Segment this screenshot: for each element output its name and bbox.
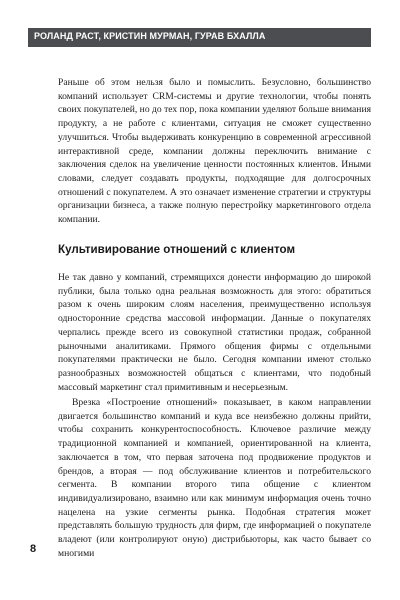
- paragraph-history: Не так давно у компаний, стремящихся донести информацию до широкой публики, была только одна реальная возможность для этого: обратиться разом к очень широким слоям населения, преимущественно используя односторонние средства массовой информации. Данные о покупателях черпались прежде всего из совокупной статистики продаж, собранной рыночными аналитиками. Прямого общения фирмы с отдельными покупателями практически не было. Сегодня компании имеют столько разнообразных возможностей общаться с клиентами, что подобный массовый маркетинг стал примитивным и несерьезным.: [58, 272, 371, 393]
- paragraph-intro: Раньше об этом нельзя было и помыслить. Безусловно, большинство компаний использует CRM-системы и другие технологии, чтобы понять своих покупателей, но до тех пор, пока компании уделяют больше внимания продукту, а не работе с клиентами, ситуация не сможет существенно улучшиться. Чтобы выдерживать конкуренцию в современной агрессивной интерактивной среде, компании должны переключить внимание с заключения сделок на увеличение ценности постоянных клиентов. Иными словами, следует создавать продукты, подходящие для долгосрочных отношений с покупателем. А это означает изменение стратегии и структуры организации бизнеса, а также полную перестройку маркетингового отдела компании.: [58, 77, 371, 226]
- paragraph-sidebar-reference: Врезка «Построение отношений» показывает, в каком направлении двигается большинство компаний и куда все неизбежно должны прийти, чтобы сохранить конкурентоспособность. Ключевое различие между традиционной компанией и компанией, ориентированной на клиента, заключается в том, что первая заточена под продвижение продуктов и брендов, а вторая — под обслуживание клиентов и потребительского сегмента. В компании второго типа общение с клиентом индивидуализировано, взаимно или как минимум информация очень точно нацелена на узкие сегменты рынка. Подобная стратегия может представлять большую трудность для фирм, где информацией о покупателе владеют (или контролируют оную) дистрибьюторы, как часто бывает со многими: [58, 397, 371, 559]
- section-heading: Культивирование отношений с клиентом: [58, 243, 296, 256]
- running-header-authors: РОЛАНД РАСТ, КРИСТИН МУРМАН, ГУРАВ БХАЛЛА: [34, 31, 266, 41]
- page-number: 8: [30, 543, 37, 555]
